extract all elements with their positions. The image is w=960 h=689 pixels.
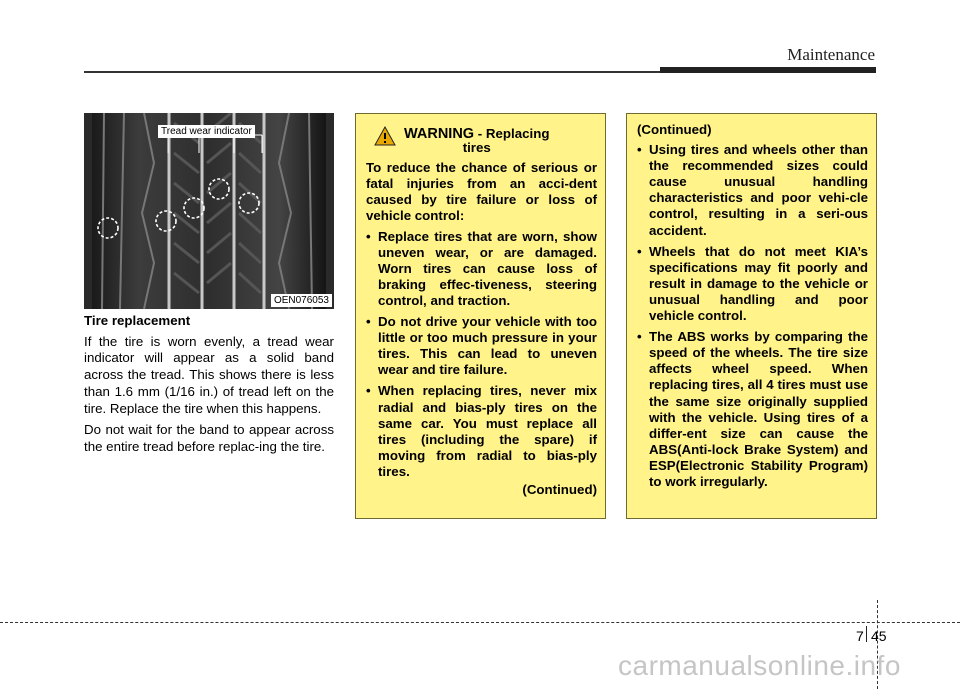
warning-item: • Wheels that do not meet KIA’s specifications may fit poorly and result in damage to the vehicle or unusual handling and poor vehicle control. bbox=[637, 244, 868, 324]
paragraph: If the tire is worn evenly, a tread wear indicator will appear as a solid band across the tread. This shows there is less than 1.6 mm (1/16 in.) of tread left on the tire. Replace the tire when this happens. bbox=[84, 333, 334, 416]
section-heading: Tire replacement bbox=[84, 313, 191, 328]
header-rule-accent bbox=[660, 67, 876, 73]
footer-rule bbox=[0, 622, 960, 623]
page-header-title: Maintenance bbox=[787, 45, 875, 64]
warning-intro: To reduce the chance of serious or fatal injuries from an acci-dent caused by tire failure or loss of vehicle control: bbox=[366, 160, 597, 224]
warning-triangle-icon bbox=[374, 126, 396, 146]
warning-box bbox=[355, 113, 606, 519]
continued-label: (Continued) bbox=[522, 481, 597, 497]
warning-header bbox=[374, 126, 597, 156]
page-number-separator bbox=[866, 626, 867, 642]
warning-item: • Replace tires that are worn, show uneven wear, or are damaged. Worn tires can cause loss of braking effec-tiveness, steering control, and traction. bbox=[366, 229, 597, 309]
continued-label: (Continued) bbox=[637, 122, 712, 137]
paragraph: Do not wait for the band to appear across the entire tread before replac-ing the tire. bbox=[84, 422, 334, 454]
tire-tread-photo bbox=[84, 113, 334, 309]
warning-item: • Do not drive your vehicle with too little or too much pressure in your tires. This can lead to uneven wear and tire failure. bbox=[366, 314, 597, 378]
chapter-number: 7 bbox=[856, 628, 864, 644]
page-number: 45 bbox=[871, 628, 887, 644]
warning-list bbox=[637, 142, 868, 490]
figure-code: OEN076053 bbox=[271, 294, 332, 307]
warning-list bbox=[366, 229, 597, 480]
warning-item: • The ABS works by comparing the speed of the wheels. The tire size affects wheel speed. When replacing tires, all 4 tires must use the same size originally supplied with the vehicle. Using tires of a differ-ent size can cause the ABS(Anti-lock Brake System) and ESP(Electronic Stability Program) to work irregularly. bbox=[637, 329, 868, 490]
tire-replacement-section bbox=[84, 313, 334, 461]
warning-box-continued bbox=[626, 113, 877, 519]
watermark: carmanualsonline.info bbox=[618, 650, 901, 681]
warning-item: • Using tires and wheels other than the recommended sizes could cause unusual handling characteristics and poor vehi-cle control, resulting in a seri-ous accident. bbox=[637, 142, 868, 239]
warning-subject-line2: tires bbox=[462, 140, 491, 156]
warning-word: WARNING bbox=[404, 126, 475, 142]
tire-tread-illustration bbox=[84, 113, 334, 309]
warning-subject: - Replacing bbox=[477, 126, 550, 141]
warning-item: • When replacing tires, never mix radial and bias-ply tires on the same car. You must replace all tires (including the spare) if moving from radial to bias-ply tires. bbox=[366, 383, 597, 480]
tread-indicator-callout: Tread wear indicator bbox=[158, 125, 255, 138]
